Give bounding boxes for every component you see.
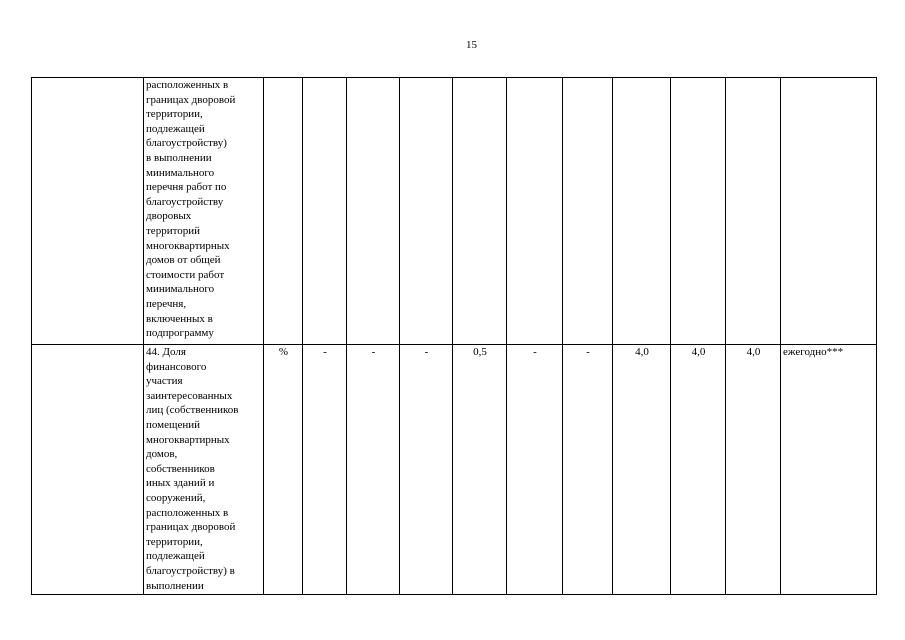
unit-cell: % — [264, 345, 303, 595]
value-cell — [671, 78, 726, 345]
value-cell — [303, 78, 347, 345]
value-cell — [507, 78, 563, 345]
value-cell: - — [400, 345, 453, 595]
value-cell — [453, 78, 507, 345]
unit-cell — [264, 78, 303, 345]
table-row — [32, 78, 877, 345]
frequency-cell: ежегодно*** — [781, 345, 877, 595]
program-cell — [32, 345, 144, 595]
program-cell — [32, 78, 144, 345]
value-cell: - — [563, 345, 613, 595]
value-cell: 4,0 — [671, 345, 726, 595]
value-cell — [400, 78, 453, 345]
value-cell: - — [347, 345, 400, 595]
value-cell: - — [303, 345, 347, 595]
value-cell — [613, 78, 671, 345]
value-cell: 4,0 — [726, 345, 781, 595]
table-row — [32, 345, 877, 595]
indicators-table — [31, 77, 877, 595]
page-number: 15 — [466, 39, 477, 51]
indicator-cell: 44. Доля финансового участия заинтересованных лиц (собственников помещений многоквартирных домов, собственников иных зданий и сооружений, расположенных в границах дворовой территории, подлежащей благоустройству) в выполнении — [144, 345, 264, 595]
value-cell — [563, 78, 613, 345]
frequency-cell — [781, 78, 877, 345]
indicator-cell: расположенных в границах дворовой территории, подлежащей благоустройству) в выполнении минимального перечня работ по благоустройству дворовых территорий многоквартирных домов от общей стоимости работ минимального перечня, включенных в подпрограмму — [144, 78, 264, 345]
value-cell — [726, 78, 781, 345]
value-cell: 0,5 — [453, 345, 507, 595]
value-cell: 4,0 — [613, 345, 671, 595]
value-cell — [347, 78, 400, 345]
value-cell: - — [507, 345, 563, 595]
